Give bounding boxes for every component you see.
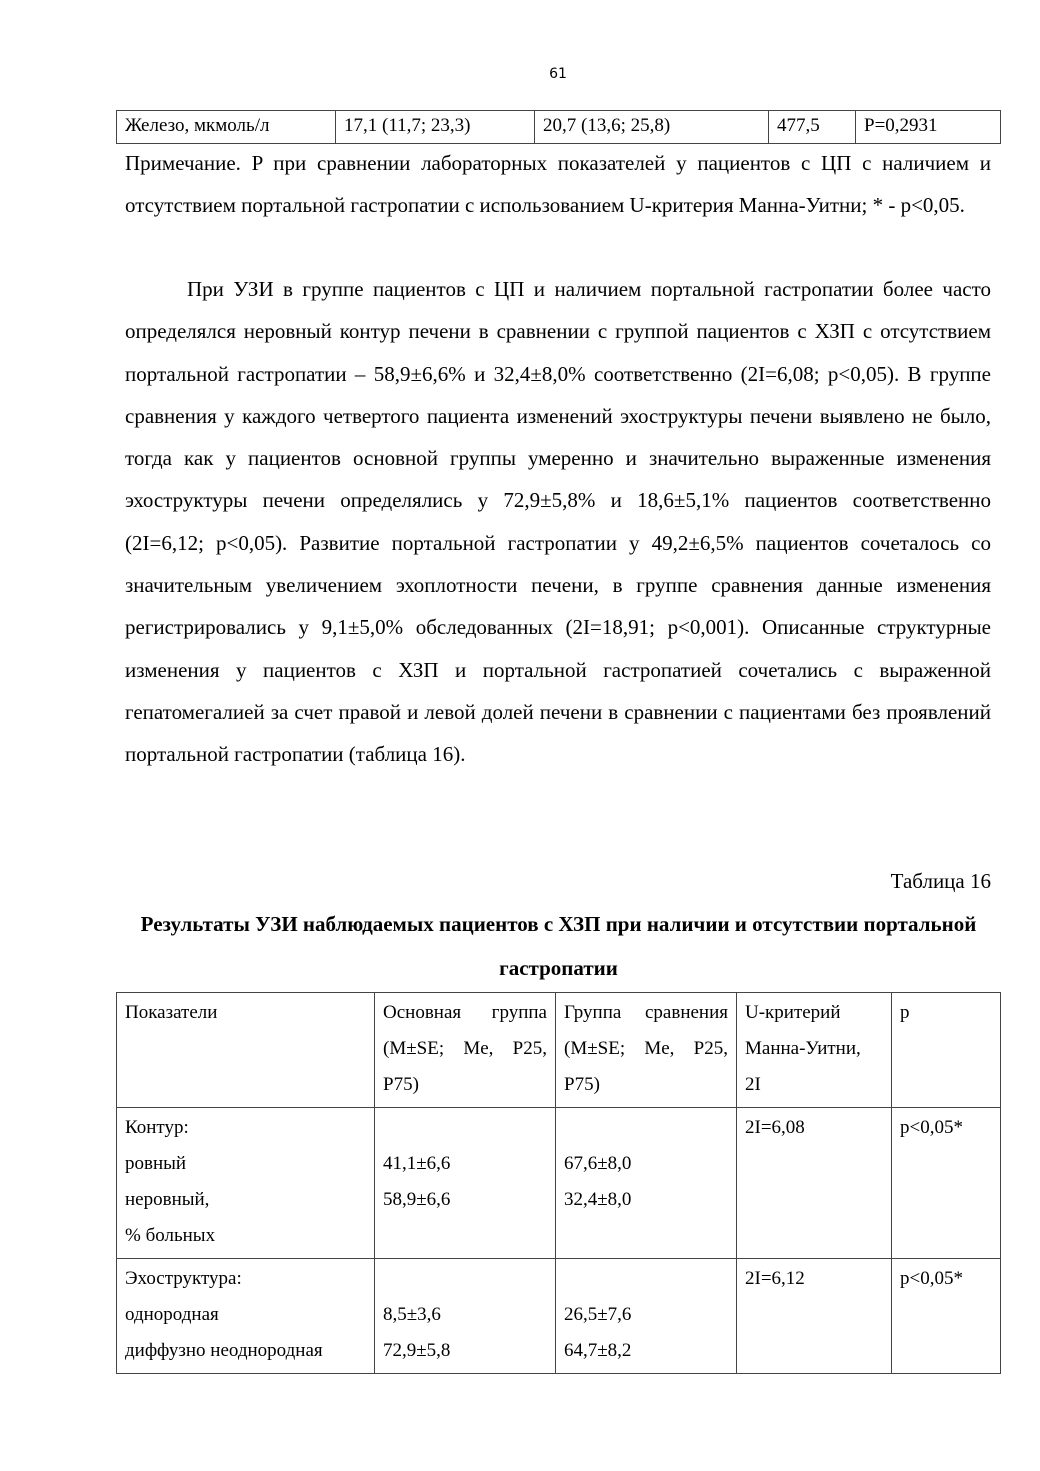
table-label: Таблица 16 (890, 869, 991, 893)
header-indicators: Показатели (117, 993, 375, 1108)
iron-table (116, 110, 1001, 144)
row-labels: Эхоструктура: однородная диффузно неоднородная (117, 1259, 375, 1374)
comparison-group-values: 26,5±7,6 64,7±8,2 (556, 1259, 737, 1374)
main-group-values: 8,5±3,6 72,9±5,8 (375, 1259, 556, 1374)
table-title: Результаты УЗИ наблюдаемых пациентов с ХЗП при наличии и отсутствии портальной гастропатии (140, 912, 977, 980)
u-criterion-value: 2I=6,08 (737, 1108, 892, 1259)
p-value: p<0,05* (892, 1259, 1001, 1374)
table-row (117, 111, 1001, 144)
header-comparison-group: Группа сравнения (M±SE; Me, P25, P75) (556, 993, 737, 1108)
row-labels: Контур: ровный неровный, % больных (117, 1108, 375, 1259)
table-cell: 477,5 (769, 111, 856, 144)
main-group-values: 41,1±6,6 58,9±6,6 (375, 1108, 556, 1259)
body-paragraph: При УЗИ в группе пациентов с ЦП и наличием портальной гастропатии более часто определялся неровный контур печени в сравнении с группой пациентов с ХЗП с отсутствием портальной гастропатии – 58,9±6,6% и 32,4±8,0% соответственно (2I=6,08; p<0,05). В группе сравнения у каждого четвертого пациента изменений эхоструктуры печени выявлено не было, тогда как у пациентов основной группы умеренно и значительно выраженные изменения эхоструктуры печени определялись у 72,9±5,8% и 18,6±5,1% пациентов соответственно (2I=6,12; p<0,05). Развитие портальной гастропатии у 49,2±6,5% пациентов сочеталось со значительным увеличением эхоплотности печени, в группе сравнения данные изменения регистрировались у 9,1±5,0% обследованных (2I=18,91; p<0,001). Описанные структурные изменения у пациентов с ХЗП и портальной гастропатией сочетались с выраженной гепатомегалией за счет правой и левой долей печени в сравнении с пациентами без проявлений портальной гастропатии (таблица 16). (125, 277, 991, 767)
ultrasound-results-table (116, 992, 1001, 1374)
table-header-row (117, 993, 1001, 1108)
header-p: p (892, 993, 1001, 1108)
u-criterion-value: 2I=6,12 (737, 1259, 892, 1374)
page-number: 61 (549, 66, 567, 82)
table-cell: P=0,2931 (856, 111, 1001, 144)
header-main-group: Основная группа (M±SE; Me, P25, P75) (375, 993, 556, 1108)
table-row (117, 1259, 1001, 1374)
p-value: p<0,05* (892, 1108, 1001, 1259)
header-u-criterion: U-критерий Манна-Уитни, 2I (737, 993, 892, 1108)
comparison-group-values: 67,6±8,0 32,4±8,0 (556, 1108, 737, 1259)
table-cell: 20,7 (13,6; 25,8) (535, 111, 769, 144)
table-note: Примечание. P при сравнении лабораторных показателей у пациентов с ЦП с наличием и отсутствием портальной гастропатии с использованием U-критерия Манна-Уитни; * - p<0,05. (125, 151, 991, 218)
table-row (117, 1108, 1001, 1259)
table-cell: Железо, мкмоль/л (117, 111, 336, 144)
table-cell: 17,1 (11,7; 23,3) (336, 111, 535, 144)
